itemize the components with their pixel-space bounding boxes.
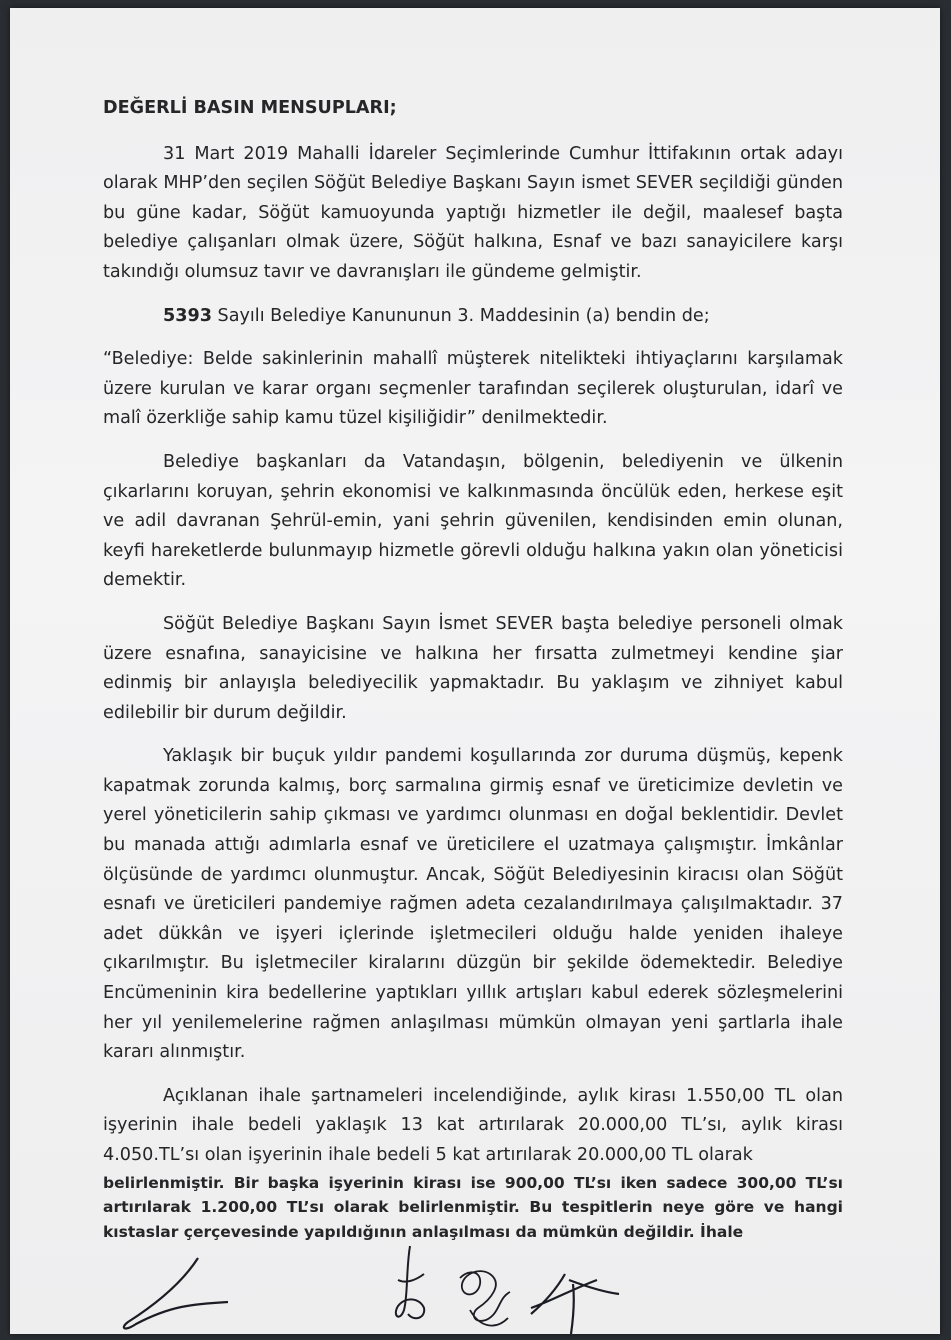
law-reference-text: Sayılı Belediye Kanununun 3. Maddesinin (a) bendin de; — [211, 305, 710, 326]
signature-1 — [110, 1246, 240, 1334]
paragraph-pandemic: Yaklaşık bir buçuk yıldır pandemi koşullarında zor duruma düşmüş, kepenk kapatmak zorunda kalmış, borç sarmalına girmiş esnaf ve üreticimize devletin ve yerel yöneticilerin sahip çıkması ve yardımcı olunması en doğal beklentidir. Devlet bu manada attığı adımlarla esnaf ve üreticilere el uzatmaya çalışmıştır. İmkânlar ölçüsünde de yardımcı olunmuştur. Ancak, Söğüt Belediyesinin kiracısı olan Söğüt esnafı ve üreticileri pandemiye rağmen adeta cezalandırılmaya çalışılmaktadır. 37 adet dükkân ve işyeri içlerinde işletmecileri olduğu halde yeniden ihaleye çıkarılmıştır. Bu işletmeciler kiralarını düzgün bir şekilde ödemektedir. Belediye Encümeninin kira bedellerine yaptıkları yıllık artışları kabul ederek sözleşmelerini her yıl yenilemelerine rağmen anlaşılması mümkün olmayan yeni şartlarla ihale kararı alınmıştır. — [103, 746, 843, 1063]
signature-3 — [450, 1258, 520, 1334]
paragraph-quote: “Belediye: Belde sakinlerinin mahallî müşterek nitelikteki ihtiyaçlarını karşılamak üzere kurulan ve karar organı seçmenler tarafından seçilerek oluşturulan, idarî ve malî özerkliğe sahip kamu tüzel kişiliğidir” denilmektedir. — [103, 349, 843, 429]
paragraph-mayors: Belediye başkanları da Vatandaşın, bölgenin, belediyenin ve ülkenin çıkarlarını koruyan, şehrin ekonomisi ve kalkınmasında öncülük eden, herkese eşit ve adil davranan Şehrül-emin, yani şehrin güvenilen, kendisinden emin olunan, keyfi hareketlerde bulunmayıp hizmetle görevli olduğu halkına yakın olan yöneticisi demektir. — [103, 451, 843, 591]
paragraph-tender-continued: belirlenmiştir. Bir başka işyerinin kirası ise 900,00 TL’sı iken sadece 300,00 TL’sı artırılarak 1.200,00 TL’sı olarak belirlenmiştir. Bu tespitlerin neye göre ve hangi kıstaslar çerçevesinde yapıldığının anlaşılması da mümkün değildir. İhale — [103, 1173, 843, 1241]
signature-2 — [380, 1240, 450, 1330]
paragraph-law-reference — [103, 302, 843, 332]
signature-4 — [515, 1258, 625, 1334]
paragraph-intro: 31 Mart 2019 Mahalli İdareler Seçimlerinde Cumhur İttifakının ortak adayı olarak MHP’den seçilen Söğüt Belediye Başkanı Sayın ismet SEVER seçildiği günden bu güne kadar, Söğüt kamuoyunda yaptığı hizmetler ile değil, maalesef başta belediye çalışanları olmak üzere, Söğüt halkına, Esnaf ve bazı sanayicilere karşı takındığı olumsuz tavır ve davranışları ile gündeme gelmiştir. — [103, 143, 843, 282]
document-page — [10, 8, 940, 1334]
document-body — [103, 94, 843, 1258]
document-heading: DEĞERLİ BASIN MENSUPLARI; — [103, 98, 397, 118]
paragraph-tender: Açıklanan ihale şartnameleri incelendiğinde, aylık kirası 1.550,00 TL olan işyerinin ihale bedeli yaklaşık 13 kat artırılarak 20.000,00 TL’sı, aylık kirası 4.050.TL’sı olan işyerinin ihale bedeli 5 kat artırılarak 20.000,00 TL olarak — [103, 1085, 843, 1165]
paragraph-criticism: Söğüt Belediye Başkanı Sayın İsmet SEVER başta belediye personeli olmak üzere esnafına, sanayicisine ve halkına her fırsatta zulmetmeyi kendine şiar edinmiş bir anlayışla belediyecilik yapmaktadır. Bu yaklaşım ve zihniyet kabul edilebilir bir durum değildir. — [103, 613, 843, 723]
law-number: 5393 — [163, 305, 212, 326]
